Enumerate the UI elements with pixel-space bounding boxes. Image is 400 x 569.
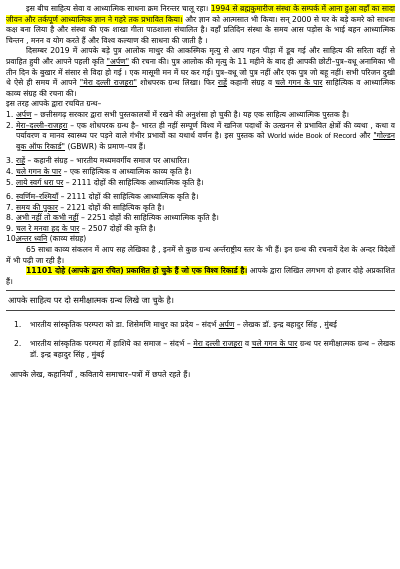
highlighted-text: 11101 दोहे (आपके द्वारा रचित) प्रकाशित हो चुके हैं जो एक विश्व रिकार्ड है। — [26, 266, 248, 276]
item-number: 6. — [6, 192, 14, 202]
book-title: अभी नहीं तो कभी नहीं — [16, 213, 79, 223]
book-title: मेरा दल्ली राजहरा — [193, 339, 243, 349]
item-text — [16, 213, 395, 224]
item-desc: और — [356, 131, 374, 141]
item-number: 9. — [6, 223, 14, 233]
book-title: "मेरा दल्ली राजहरा" — [79, 78, 138, 88]
book-title: राहें — [16, 156, 26, 166]
intro-paragraph-1 — [6, 4, 395, 46]
item-desc: – 2111 दोहों की साहित्यिक आध्यात्मिक कृति है। — [58, 192, 199, 202]
list-item — [6, 121, 395, 153]
book-title: चले गगन के पार — [251, 339, 298, 349]
item-number: 8. — [6, 213, 14, 223]
list-item — [6, 192, 395, 203]
intro-text: दिसम्बर 2019 में आपके बड़े पुत्र आलोक माथुर की आकस्मिक मृत्यु से आप गहन पीड़ा में डूब गई और साहित्य की सरिता वहीं से प्रवाहित हुयी और आपने पहली कृति — [6, 46, 395, 66]
item-number: 10. — [6, 234, 19, 244]
works-list-c — [6, 192, 395, 245]
item-text — [16, 156, 395, 167]
item-text — [16, 192, 395, 203]
book-title: लाये स्वर्ग धरा पर — [16, 177, 64, 187]
item-number: 5. — [6, 177, 14, 187]
item-text — [16, 121, 395, 153]
book-title: मेरा–दल्ली–राजहरा — [16, 120, 68, 130]
reference-item — [6, 319, 395, 330]
list-item — [6, 156, 395, 167]
item-number: 2. — [14, 339, 22, 349]
closing-paragraph-2 — [6, 266, 395, 287]
works-list-b — [6, 156, 395, 188]
record-name: World wide Book of Record — [267, 131, 357, 141]
item-number: 2. — [6, 120, 14, 130]
ref-text: भारतीय सांस्कृतिक परम्परा को डा. शिसेमणि माथुर का प्रदेय – संदर्भ — [30, 320, 219, 330]
book-title: अर्पण — [16, 109, 32, 119]
item-text — [16, 178, 395, 189]
item-text — [16, 203, 395, 214]
item-text — [16, 167, 395, 178]
item-number: 7. — [6, 202, 14, 212]
item-desc: (GBWR) के प्रमाण–पत्र हैं। — [65, 141, 146, 151]
ref-text: व — [242, 339, 252, 349]
intro-text: साहित्यिक व आध्यात्मिक काव्य संग्रह की रचना की। — [6, 78, 396, 98]
book-title: स्वर्णिम–रश्मियाँ — [16, 192, 59, 202]
ref-text: ग्रन्थ पर समीक्षात्मक ग्रन्थ – लेखक डॉ. इन्द्र बहादुर सिंह , मुंबई — [30, 339, 395, 360]
divider — [6, 310, 395, 311]
item-desc: – एक शोधपरक ग्रन्थ है– भारत ही नहीं सम्पूर्ण विश्व में खनिज पदार्थो के उत्खनन से प्रभावित क्षेत्रों की व्यथा , कथा व पर्यावरण व मानव स्वास्थ्य पर पड़ने वाले गंभीर प्रभावों का यथार्थ वर्णन है। इस पुस्तक को — [16, 120, 395, 141]
item-text — [30, 338, 395, 360]
list-item — [6, 224, 395, 235]
list-item — [6, 213, 395, 224]
list-item — [6, 167, 395, 178]
item-text — [16, 234, 395, 245]
works-list-a — [6, 110, 395, 152]
book-title: चले गगन के पार — [16, 166, 62, 176]
list-item — [6, 203, 395, 214]
reference-item — [6, 338, 395, 360]
book-title: चले गगन के पार — [275, 78, 323, 88]
item-number: 1. — [6, 109, 14, 119]
book-title: "अर्पण" — [106, 56, 130, 66]
intro-text: शोधपरक ग्रन्थ लिखा। फिर — [137, 78, 218, 88]
item-desc: – कहानी संग्रह – भारतीय मध्यमवर्गीय समाज पर आधारित। — [25, 156, 190, 166]
closing-paragraph-1: 65 साधा काव्य संकलन में आप सह लेखिका है , इनमें से कुछ ग्रन्थ अर्न्तराष्ट्रीय स्तर के भी हैं। इन ग्रन्थ की रचनायें देश के अन्दर विदेशों में भी पढ़ी जा रही है। — [6, 245, 395, 265]
intro-text: और ज्ञान को आत्मसात भी किया। सन् 2000 से घर के बड़े कमरे को साधना कक्ष बना लिया है और संस्था की एक शाखा गीता पाठशाला संचालित है। वहाँ प्रतिदिन संस्था के समय आस पड़ोस के भाई बहन आध्यात्मिक चिन्तन , मनन व योग करते हैं और विश्व कल्याण की साधना की जाती है । — [6, 14, 395, 45]
book-title: चल रे मनवा हद के पार — [16, 223, 80, 233]
item-desc: – 2507 दोहों की कृति है। — [79, 223, 156, 233]
item-desc: – 2121 दोहों की साहित्यिक कृति है। — [57, 202, 165, 212]
intro-text: की रचना की। पुत्र आलोक की मृत्यु के 11 महीने के बाद ही आपकी छोटी–पुत्र–वधू अनामिका भी तीन दिन के बुखार में संसार से विदा हो गई । एक मासूमी मन में घर कर गई। पुत्र–वधू जो पुत्र नहीं और एक पुत्र जो बहू नहीं। सभी परिजन दुखी थे ऐसे ही समय में आपने — [6, 56, 395, 88]
item-number: 4. — [6, 166, 14, 176]
ref-text: भारतीय सांस्कृतिक परम्परा में हाशिये का समाज – संदर्भ – — [30, 339, 194, 349]
book-title: राहें — [217, 78, 228, 88]
divider — [6, 290, 395, 291]
intro-text: इस बीच साहित्य सेवा व आध्यात्मिक साधना क्रम निरन्तर चालू रहा। — [26, 4, 211, 13]
intro-paragraph-2 — [6, 46, 395, 99]
closing-text: आपके द्वारा लिखित लगभग दो हजार दोहे अप्रकाशित हैं। — [6, 266, 396, 286]
book-title: अर्पण — [218, 320, 235, 330]
footer-text: आपके लेख, कहानियाँ , कविताये समाचार–पत्रों में छपते रहते हैं। — [10, 370, 191, 380]
book-title: समय की पुकार — [16, 202, 58, 212]
highlighted-text: 1994 से ब्रह्मकुमारीज संस्था के सम्पर्क में आना हुआ वहाँ का सादा जीवन और तर्कपूर्ण आध्यात्मिक ज्ञान ने गहरे तक प्रभावित किया। — [6, 4, 395, 24]
book-title: अन्तर ध्वनि — [16, 234, 48, 244]
item-desc: – 2111 दोहों की साहित्यिक आध्यात्मिक कृति है। — [63, 177, 204, 187]
ref-text: – लेखक डॉ. इन्द्र बहादुर सिंह , मुंबई — [234, 320, 337, 330]
item-desc: (काव्य संग्रह) — [47, 234, 87, 244]
list-item — [6, 178, 395, 189]
section-heading: आपके साहित्य पर दो समीक्षात्मक ग्रन्थ लिखे जा चुके है। — [8, 295, 175, 306]
item-text — [30, 319, 395, 330]
item-desc: – एक साहित्यिक व आध्यात्मिक काव्य कृति है। — [61, 166, 192, 176]
works-intro: इस तरह आपके द्वारा रचयित ग्रन्थ– — [6, 99, 102, 109]
item-number: 1. — [14, 320, 22, 330]
item-text — [16, 224, 395, 235]
record-name: "गोल्डन बुक ऑफ रिकार्ड" — [16, 131, 395, 151]
list-item — [6, 110, 395, 121]
item-desc: – छत्तीसगढ़ सरकार द्वारा सभी पुस्तकालयों में रखने की अनुशंसा हो चुकी है। यह एक साहित्य आध्यात्मिक पुस्तक है। — [31, 109, 350, 119]
list-item — [6, 234, 395, 245]
item-number: 3. — [6, 156, 14, 166]
intro-text: कहानी संग्रह व — [227, 78, 276, 88]
item-text — [16, 110, 395, 121]
item-desc: – 2251 दोहों की साहित्यिक आध्यात्मिक कृति है। — [78, 213, 219, 223]
